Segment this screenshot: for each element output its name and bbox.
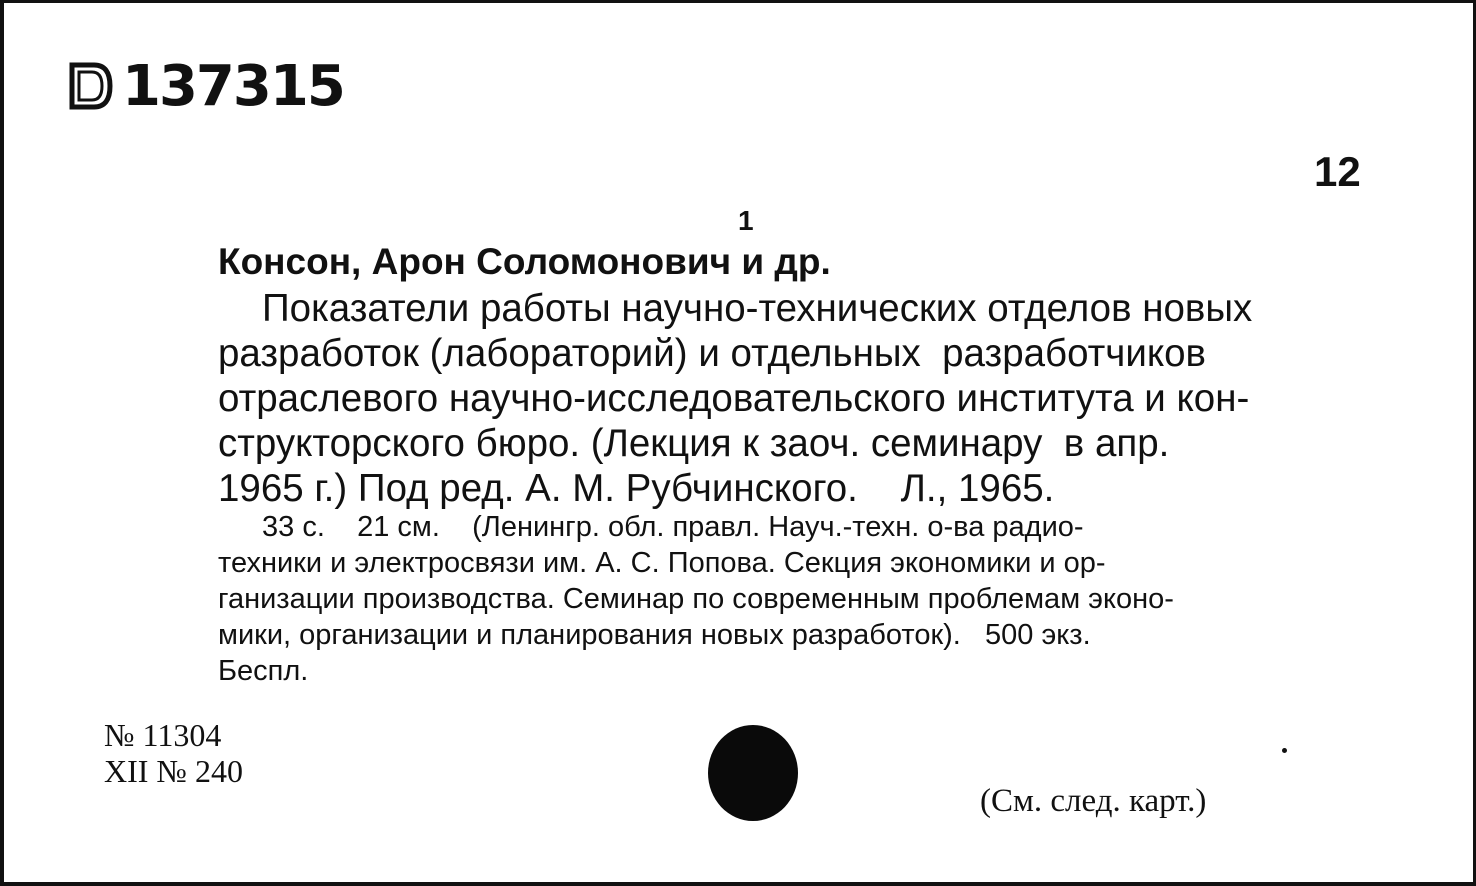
title-line: структорского бюро. (Лекция к заоч. семинару в апр. [218,422,1170,465]
stamp-id-number: 137315 [122,54,344,119]
title-line: 1965 г.) Под ред. А. М. Рубчинского. Л., 1965. [218,467,1055,510]
card-number: 12 [1314,148,1361,195]
stamp-id [64,54,344,119]
small-mark: 1 [738,205,754,236]
registration-numbers [104,717,243,789]
title-line: разработок (лабораторий) и отдельных разработчиков [218,332,1206,375]
description-line: ганизации производства. Семинар по современным проблемам эконо- [218,583,1174,615]
punch-hole [708,725,798,821]
continued-note: (См. след. карт.) [980,783,1207,819]
description-line: Беспл. [218,655,309,687]
author-heading: Консон, Арон Соломонович и др. [218,241,831,282]
ink-speck [1282,748,1287,753]
title-line: отраслевого научно-исследовательского института и кон- [218,377,1250,420]
title-block [218,286,1384,511]
title-line: Показатели работы научно-технических отделов новых [262,287,1253,330]
d-stamp-icon [64,59,116,113]
description-line: техники и электросвязи им. А. С. Попова. Секция экономики и ор- [218,547,1106,579]
registration-line: № 11304 [104,717,222,753]
description-line: 33 с. 21 см. (Ленингр. обл. правл. Науч.-техн. о-ва радио- [262,511,1084,543]
registration-line: XII № 240 [104,753,243,789]
description-block [218,509,1384,689]
description-line: мики, организации и планирования новых разработок). 500 экз. [218,619,1091,651]
